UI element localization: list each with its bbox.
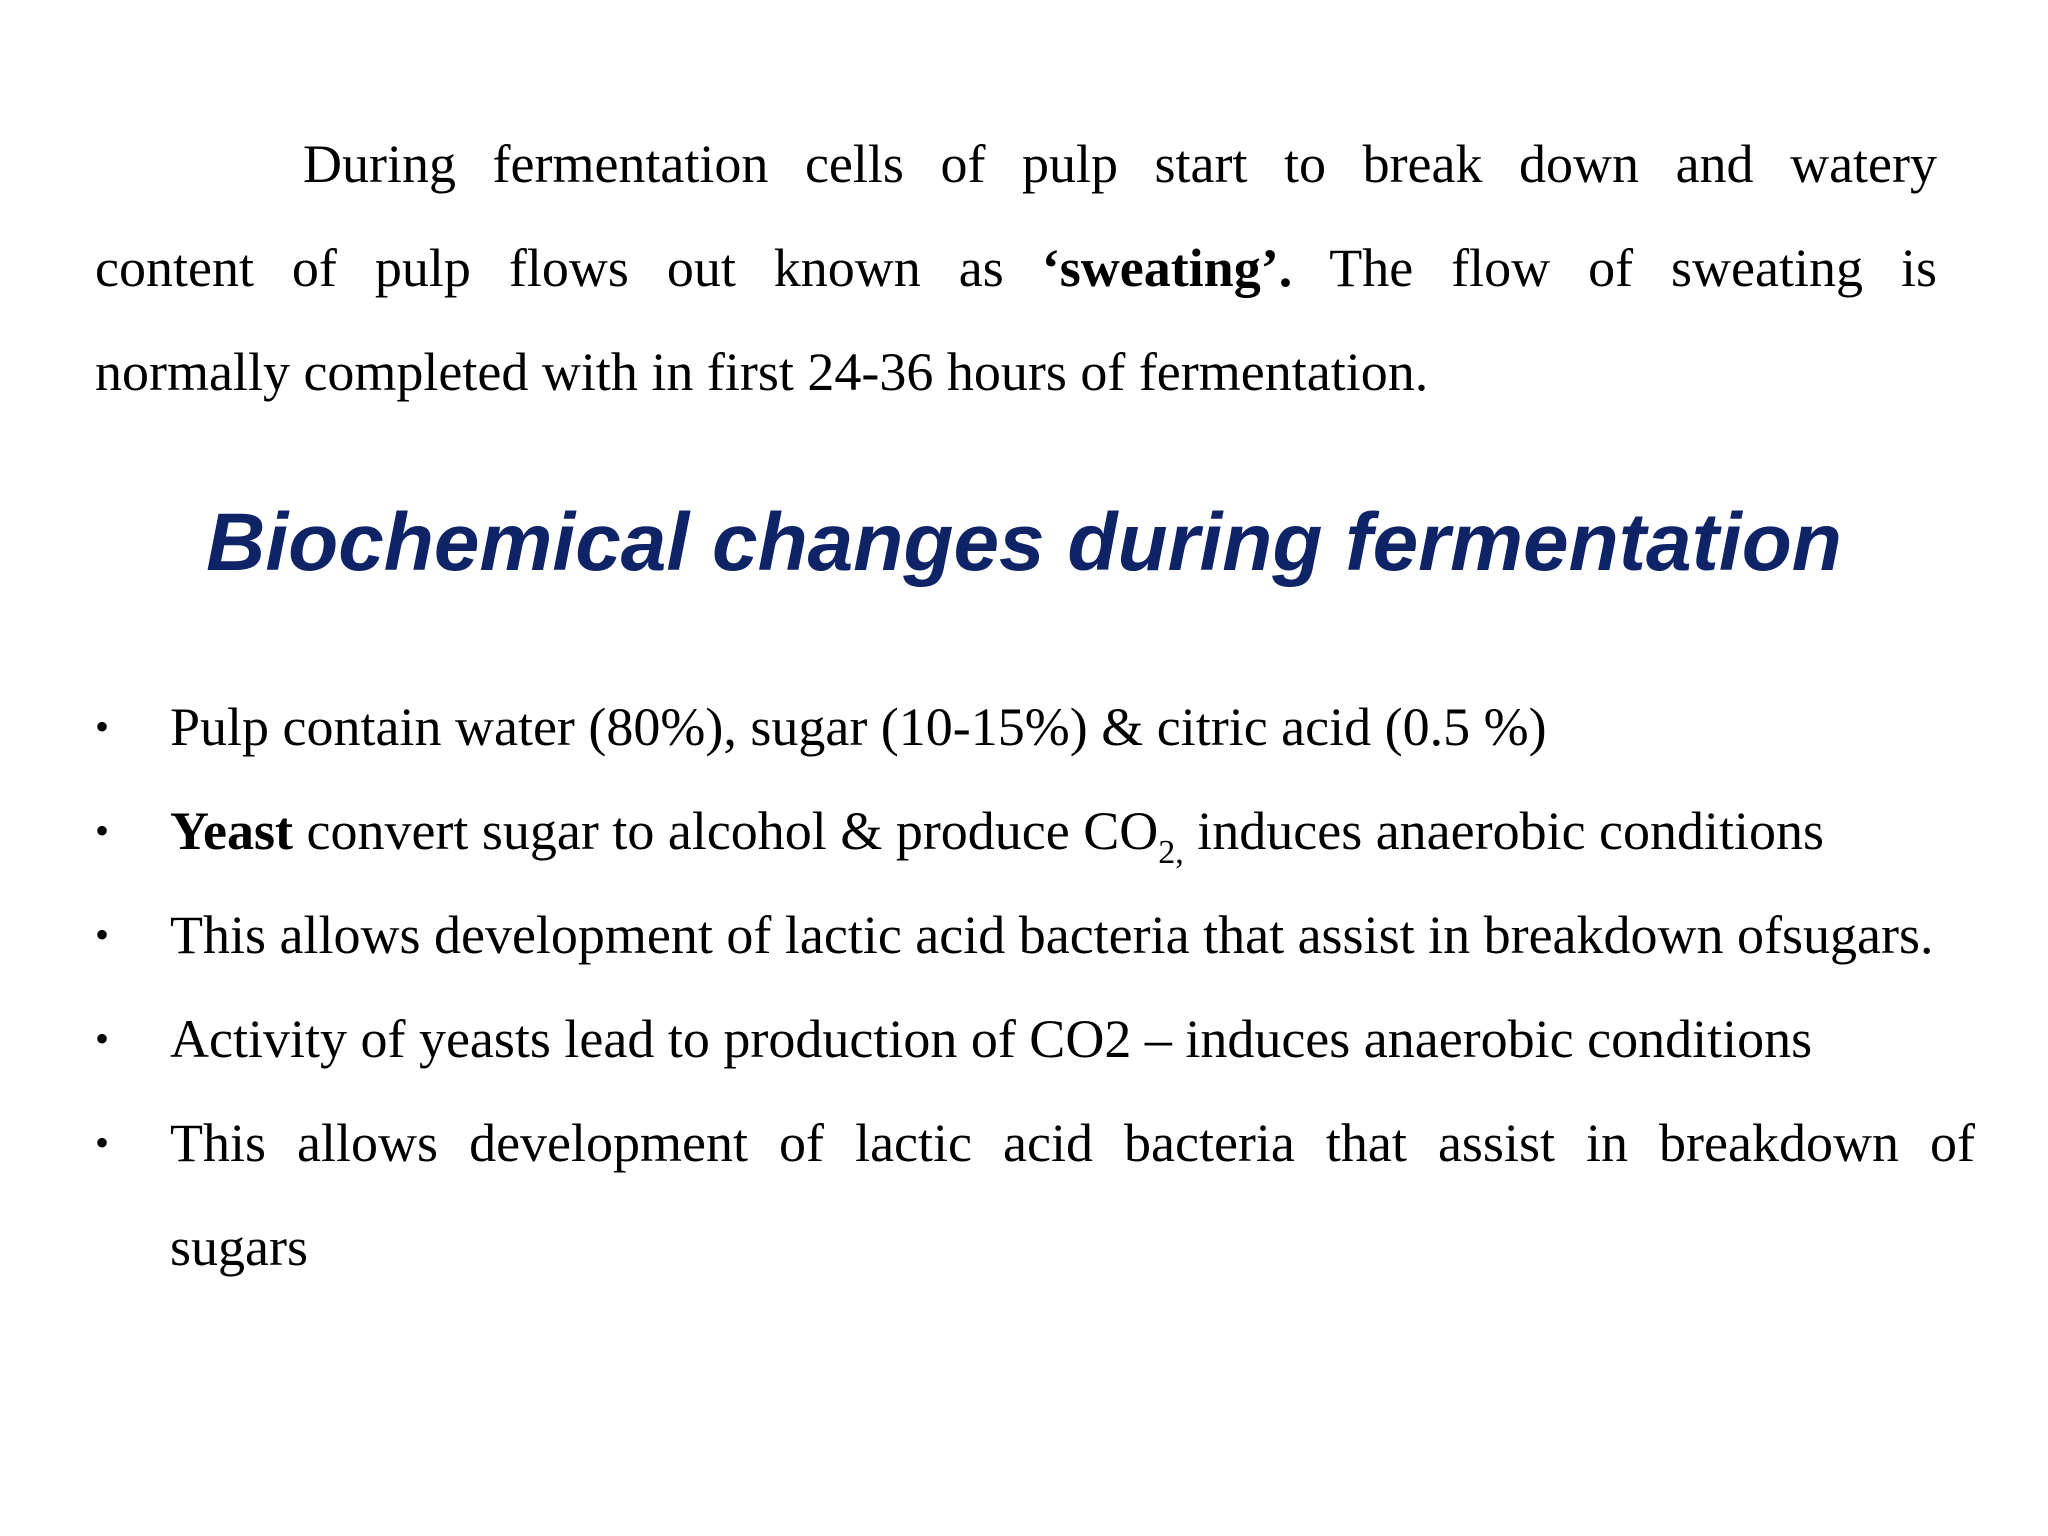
- bullet-icon: •: [95, 808, 110, 853]
- bullet-list: [95, 675, 1975, 1299]
- bullet-text: Pulp contain water (80%), sugar (10-15%) & citric acid (0.5 %): [170, 697, 1547, 757]
- sweating-term: ‘sweating’.: [1041, 238, 1293, 298]
- bullet-line: This allows development of lactic acid bacteria that assist in breakdown of: [170, 905, 1782, 965]
- list-item: [95, 1091, 1975, 1299]
- bullet-text-part: convert sugar to alcohol & produce CO: [292, 801, 1159, 861]
- intro-line-1: During fermentation cells of pulp start to break down and watery: [303, 134, 1937, 194]
- bullet-text: Activity of yeasts lead to production of CO2 – induces anaerobic conditions: [170, 1009, 1813, 1069]
- section-heading: Biochemical changes during fermentation: [206, 497, 1842, 588]
- list-item: [95, 883, 1975, 987]
- bullet-text: [170, 1091, 1975, 1299]
- list-item: [95, 987, 1975, 1091]
- bullet-text: [170, 779, 1975, 883]
- list-item: [95, 779, 1975, 883]
- bullet-text-part: induces anaerobic conditions: [1183, 801, 1825, 861]
- bullet-line: This allows development of lactic acid bacteria that assist in breakdown of: [170, 1113, 1975, 1173]
- intro-paragraph: [95, 112, 1937, 424]
- yeast-term: Yeast: [170, 801, 293, 861]
- bullet-icon: •: [95, 912, 110, 957]
- subscript: 2,: [1158, 834, 1184, 871]
- intro-text: content of pulp flows out known as: [95, 238, 1042, 298]
- list-item: [95, 675, 1975, 779]
- bullet-icon: •: [95, 704, 110, 749]
- bullet-text: [170, 883, 1975, 987]
- intro-line-3: normally completed with in first 24-36 hours of fermentation.: [95, 342, 1429, 402]
- bullet-line: sugars.: [1781, 905, 1934, 965]
- intro-text: The flow of sweating is: [1292, 238, 1937, 298]
- bullet-icon: •: [95, 1120, 110, 1165]
- bullet-line: sugars: [170, 1217, 308, 1277]
- bullet-icon: •: [95, 1016, 110, 1061]
- intro-line-2: [95, 216, 1937, 320]
